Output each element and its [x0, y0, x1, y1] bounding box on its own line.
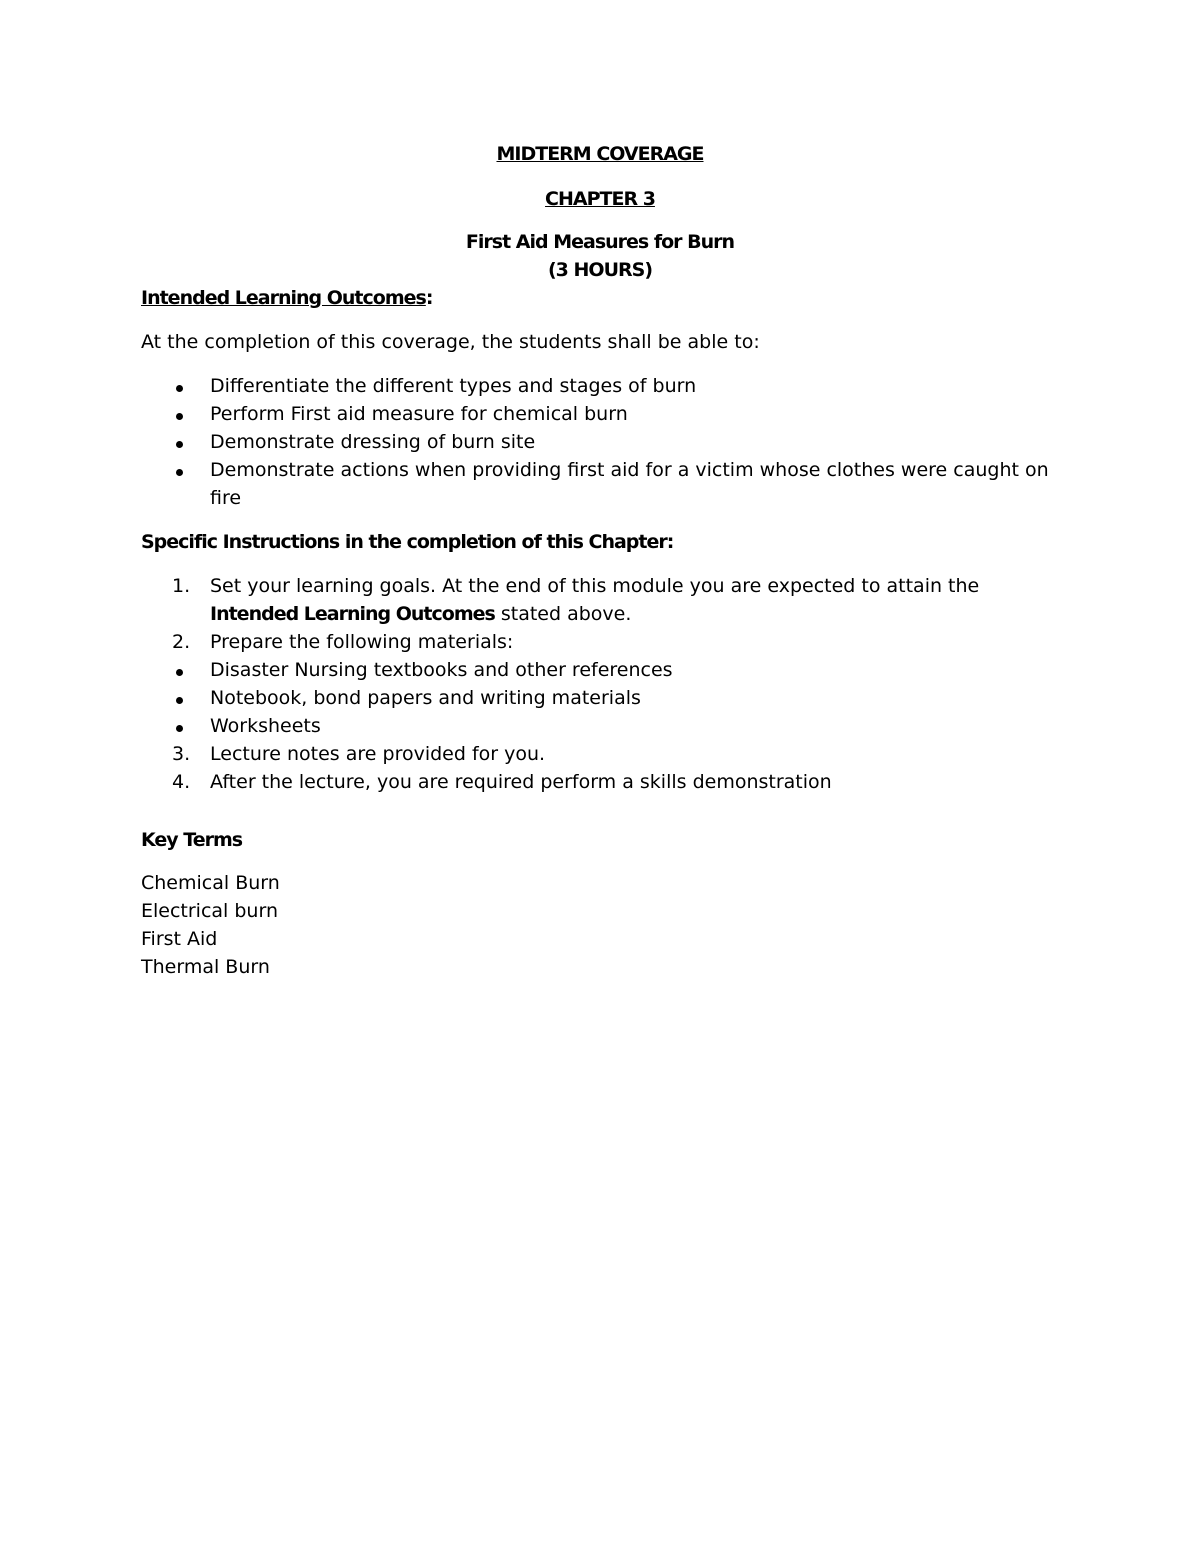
- outcomes-intro: At the completion of this coverage, the students shall be able to:: [141, 331, 760, 353]
- material-text: Notebook, bond papers and writing materials: [210, 687, 641, 709]
- outcome-text: Demonstrate dressing of burn site: [210, 431, 536, 453]
- key-term: Chemical Burn: [141, 872, 280, 894]
- material-text: Disaster Nursing textbooks and other references: [210, 659, 673, 681]
- step-text: After the lecture, you are required perform a skills demonstration: [210, 771, 832, 793]
- step-number: 1.: [172, 575, 191, 597]
- outcomes-heading-text: Intended Learning Outcomes: [141, 287, 426, 309]
- outcome-text: Differentiate the different types and stages of burn: [210, 375, 697, 397]
- step-text: Set your learning goals. At the end of this module you are expected to attain the: [210, 575, 980, 597]
- material-list-item: [0, 659, 1200, 687]
- midterm-title: MIDTERM COVERAGE: [496, 143, 704, 165]
- outcome-list-item: [0, 459, 1200, 487]
- chapter-hours: (3 HOURS): [548, 259, 652, 281]
- outcome-text: fire: [210, 487, 242, 509]
- outcome-text: Perform First aid measure for chemical burn: [210, 403, 628, 425]
- material-list-item: [0, 715, 1200, 743]
- material-list-item: [0, 687, 1200, 715]
- step-tail-text: stated above.: [494, 603, 632, 625]
- bullet-icon: [176, 413, 183, 420]
- outcome-list-item: [0, 403, 1200, 431]
- step-text: Lecture notes are provided for you.: [210, 743, 546, 765]
- material-text: Worksheets: [210, 715, 321, 737]
- bullet-icon: [176, 385, 183, 392]
- step-number: 3.: [172, 743, 191, 765]
- key-term: Electrical burn: [141, 900, 278, 922]
- bullet-icon: [176, 697, 183, 704]
- outcome-text: Demonstrate actions when providing first aid for a victim whose clothes were caught on: [210, 459, 1049, 481]
- instruction-step: [0, 743, 1200, 771]
- bullet-icon: [176, 725, 183, 732]
- outcomes-heading-colon: :: [425, 287, 433, 309]
- outcome-list-item-continuation: [0, 487, 1200, 515]
- bullet-icon: [176, 469, 183, 476]
- key-terms-heading: Key Terms: [141, 829, 243, 851]
- chapter-subtitle: First Aid Measures for Burn: [465, 231, 735, 253]
- step-number: 4.: [172, 771, 191, 793]
- outcome-list-item: [0, 375, 1200, 403]
- instruction-step: [0, 631, 1200, 659]
- step-text: Prepare the following materials:: [210, 631, 514, 653]
- instruction-step: [0, 771, 1200, 799]
- step-text-continuation: [210, 603, 631, 625]
- step-bold-text: Intended Learning Outcomes: [210, 603, 495, 625]
- bullet-icon: [176, 669, 183, 676]
- instructions-heading: Specific Instructions in the completion of this Chapter:: [141, 531, 674, 553]
- bullet-icon: [176, 441, 183, 448]
- chapter-title: CHAPTER 3: [545, 188, 655, 210]
- key-term: First Aid: [141, 928, 218, 950]
- outcome-list-item: [0, 431, 1200, 459]
- key-term: Thermal Burn: [141, 956, 270, 978]
- outcomes-heading: [141, 287, 432, 309]
- instruction-step-continuation: [0, 603, 1200, 631]
- step-number: 2.: [172, 631, 191, 653]
- instruction-step: [0, 575, 1200, 603]
